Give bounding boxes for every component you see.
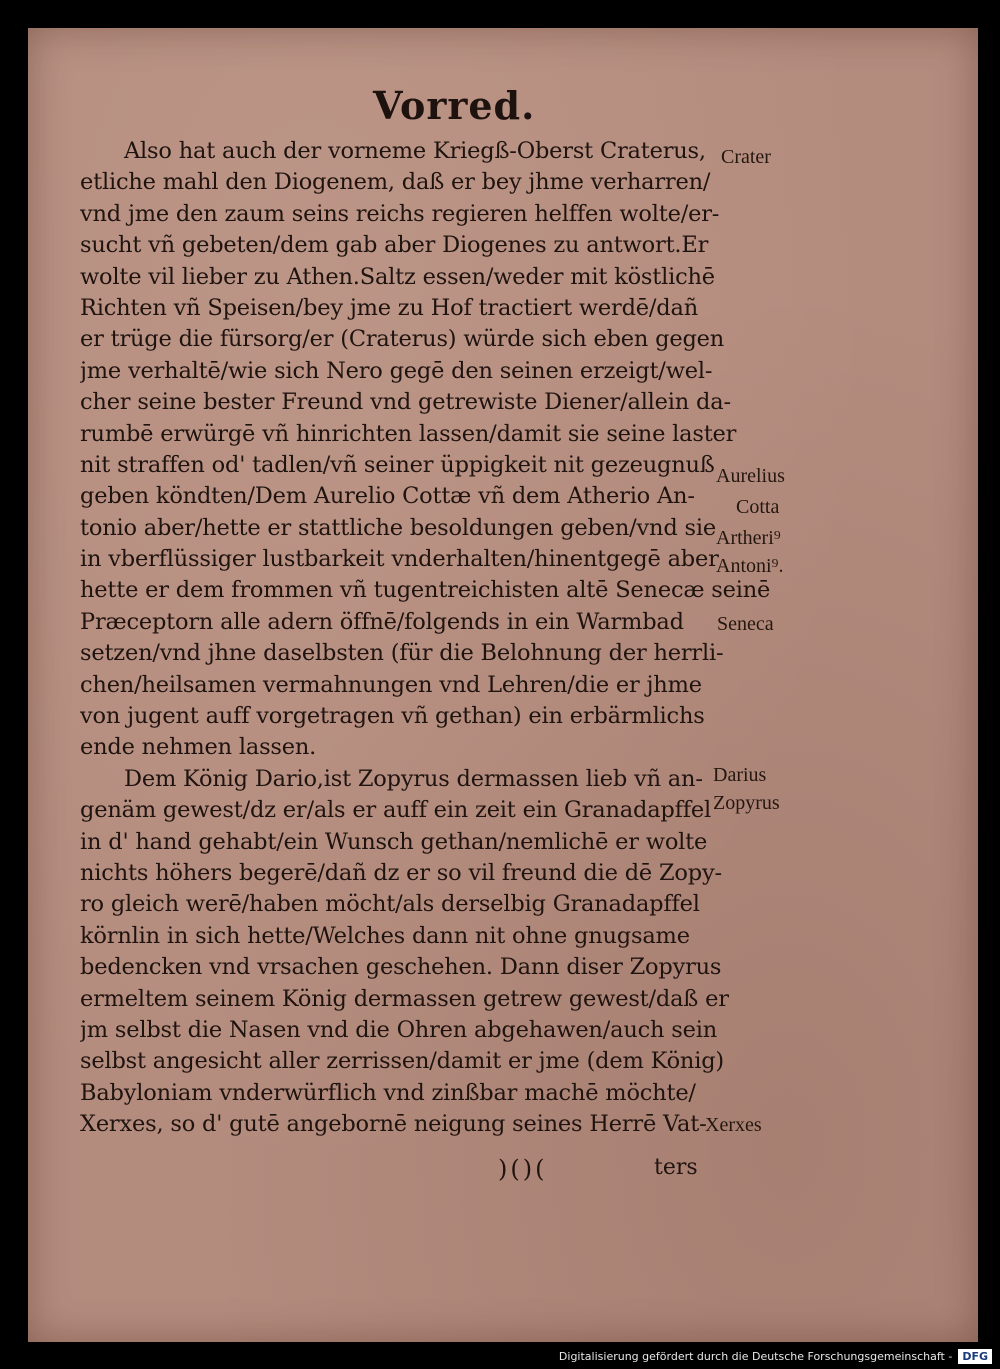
text-line: jm selbst die Nasen vnd die Ohren abgehawen/auch sein [80,1016,718,1043]
text-line: nit straffen od' tadlen/vñ seiner üppigkeit nit gezeugnuß [80,451,715,478]
marginal-note-artherius: Artheri⁹ [716,527,781,549]
running-header: Vorred. [373,83,536,128]
text-line: ermeltem seinem König dermassen getrew gewest/daß er [80,985,729,1012]
text-line: Xerxes, so d' gutē angebornē neigung seines Herrē Vat- [80,1111,707,1138]
marginal-note-antonius: Antoni⁹. [716,555,784,577]
marginal-note-seneca: Seneca [717,613,774,635]
text-line: Dem König Dario,ist Zopyrus dermassen lieb vñ an- [124,765,703,792]
main-text-block [80,136,770,1141]
text-line: etliche mahl den Diogenem, daß er bey jhme verharren/ [80,169,711,196]
text-line: rumbē erwürgē vñ hinrichten lassen/damit sie seine laster [80,420,737,447]
text-line: chen/heilsamen vermahnungen vnd Lehren/die er jhme [80,671,702,698]
book-page [28,28,978,1342]
text-line: Babyloniam vnderwürflich vnd zinßbar machē möchte/ [80,1079,696,1106]
text-line: genäm gewest/dz er/als er auff ein zeit ein Granadapffel [80,797,711,824]
text-line: körnlin in sich hette/Welches dann nit ohne gnugsame [80,922,690,949]
text-line: geben köndten/Dem Aurelio Cottæ vñ dem Atherio An- [80,483,695,510]
text-line: hette er dem frommen vñ tugentreichisten altē Senecæ seinē [80,577,770,604]
text-line: er trüge die fürsorg/er (Craterus) würde sich eben gegen [80,326,725,353]
catchword: ters [654,1155,698,1180]
marginal-note-craterus: Crater [721,146,771,168]
text-line: vnd jme den zaum seins reichs regieren helffen wolte/er- [80,200,720,227]
text-line: bedencken vnd vrsachen geschehen. Dann diser Zopyrus [80,954,722,981]
text-line: tonio aber/hette er stattliche besoldungen geben/vnd sie [80,514,716,541]
marginal-note-darius: Darius [713,764,767,786]
text-line: Also hat auch der vorneme Kriegß-Oberst Craterus, [124,138,706,164]
text-line: in vberflüssiger lustbarkeit vnderhalten/hinentgegē aber [80,546,719,573]
text-line: Richten vñ Speisen/bey jme zu Hof tractiert werdē/dañ [80,294,699,321]
marginal-note-cotta: Cotta [736,496,780,518]
dfg-logo: DFG [958,1349,992,1364]
text-line: setzen/vnd jhne daselbsten (für die Belohnung der herrli- [80,640,724,667]
text-line: in d' hand gehabt/ein Wunsch gethan/nemlichē er wolte [80,828,708,855]
text-line: ende nehmen lassen. [80,734,317,761]
text-line: von jugent auff vorgetragen vñ gethan) ein erbärmlichs [80,703,705,730]
footer-text: Digitalisierung gefördert durch die Deutsche Forschungsgemeinschaft - [558,1349,953,1363]
footer-credit [559,1346,992,1366]
text-line: Præceptorn alle adern öffnē/folgends in ein Warmbad [80,608,684,635]
signature-mark: )()( [498,1155,548,1183]
text-line: cher seine bester Freund vnd getrewiste Diener/allein da- [80,389,731,416]
text-line: selbst angesicht aller zerrissen/damit er jme (dem König) [80,1048,724,1075]
text-line: jme verhaltē/wie sich Nero gegē den seinen erzeigt/wel- [80,357,713,384]
text-line: wolte vil lieber zu Athen.Saltz essen/weder mit köstlichē [80,263,715,290]
text-line: sucht vñ gebeten/dem gab aber Diogenes zu antwort.Er [80,232,709,259]
text-line: nichts höhers begerē/dañ dz er so vil freund die dē Zopy- [80,859,722,886]
marginal-note-aurelius: Aurelius [716,465,785,487]
marginal-note-zopyrus: Zopyrus [713,792,780,814]
marginal-note-xerxes: Xerxes [705,1114,762,1136]
text-line: ro gleich werē/haben möcht/als derselbig Granadapffel [80,891,700,918]
